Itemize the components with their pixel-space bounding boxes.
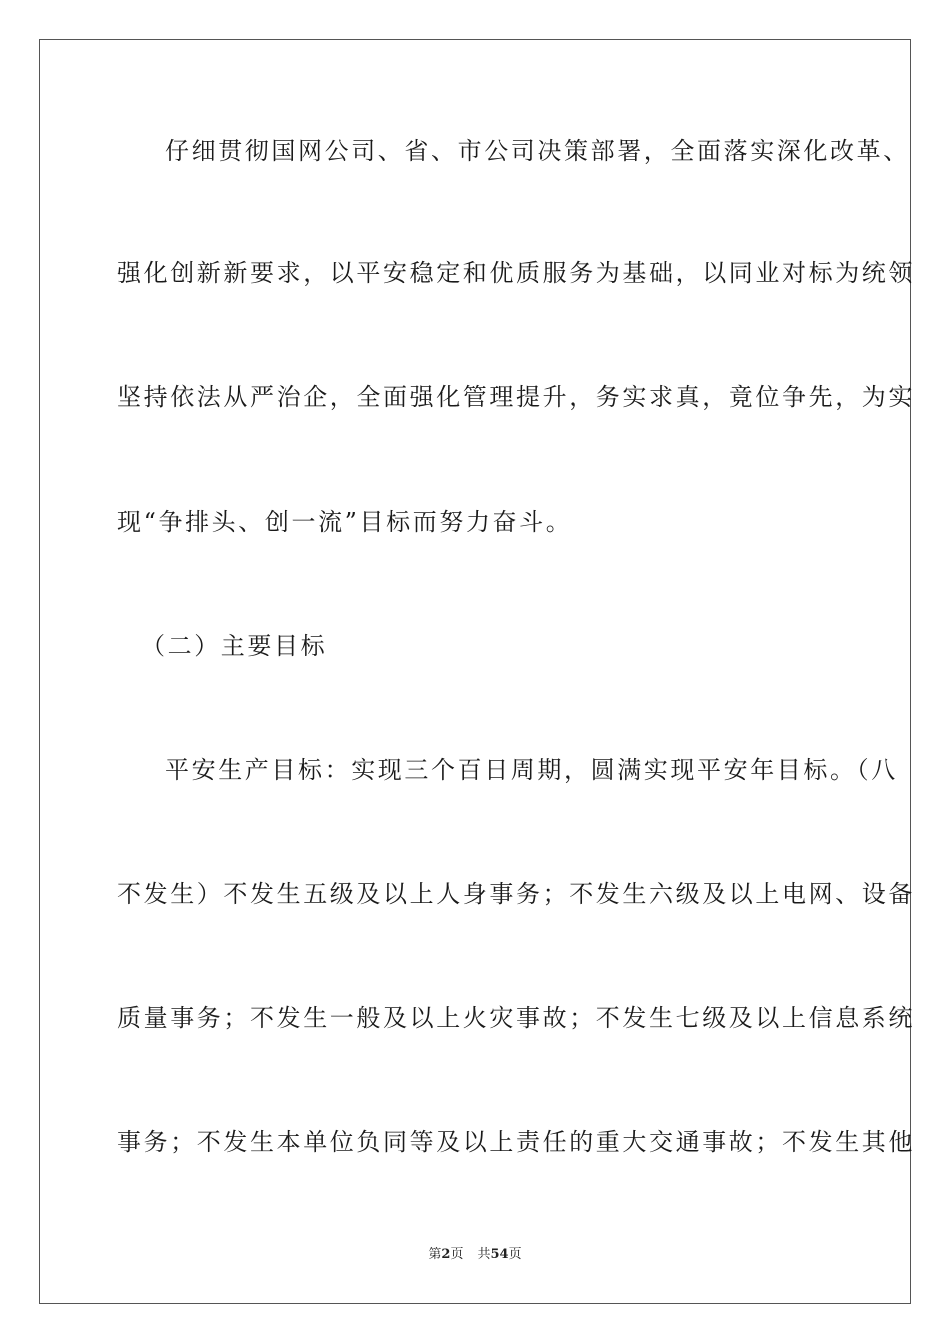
body-line-3: 坚持依法从严治企，全面强化管理提升，务实求真，竟位争先，为实: [117, 383, 915, 411]
body-line-6: 平安生产目标：实现三个百日周期，圆满实现平安年目标。（八: [165, 756, 898, 784]
footer-prefix: 第: [428, 1247, 442, 1262]
body-line-8: 质量事务；不发生一般及以上火灾事故；不发生七级及以上信息系统: [117, 1004, 915, 1032]
body-line-9: 事务；不发生本单位负同等及以上责任的重大交通事故；不发生其他: [117, 1128, 915, 1156]
body-line-2: 强化创新新要求，以平安稳定和优质服务为基础，以同业对标为统领: [117, 259, 915, 287]
footer-total-prefix: 共: [477, 1247, 491, 1262]
section-heading: （二）主要目标: [141, 632, 328, 660]
footer-total-pages: 54: [490, 1247, 509, 1262]
body-line-1: 仔细贯彻国网公司、省、市公司决策部署，全面落实深化改革、: [165, 137, 910, 165]
footer-total-unit: 页: [508, 1247, 522, 1262]
footer-current-page: 2: [441, 1247, 451, 1262]
footer-page-unit: 页: [450, 1247, 464, 1262]
body-line-4: 现“争排头、创一流”目标而努力奋斗。: [117, 508, 573, 536]
page-footer: [0, 1247, 950, 1263]
page-border: [39, 39, 915, 1304]
body-line-7: 不发生）不发生五级及以上人身事务；不发生六级及以上电网、设备: [117, 880, 915, 908]
